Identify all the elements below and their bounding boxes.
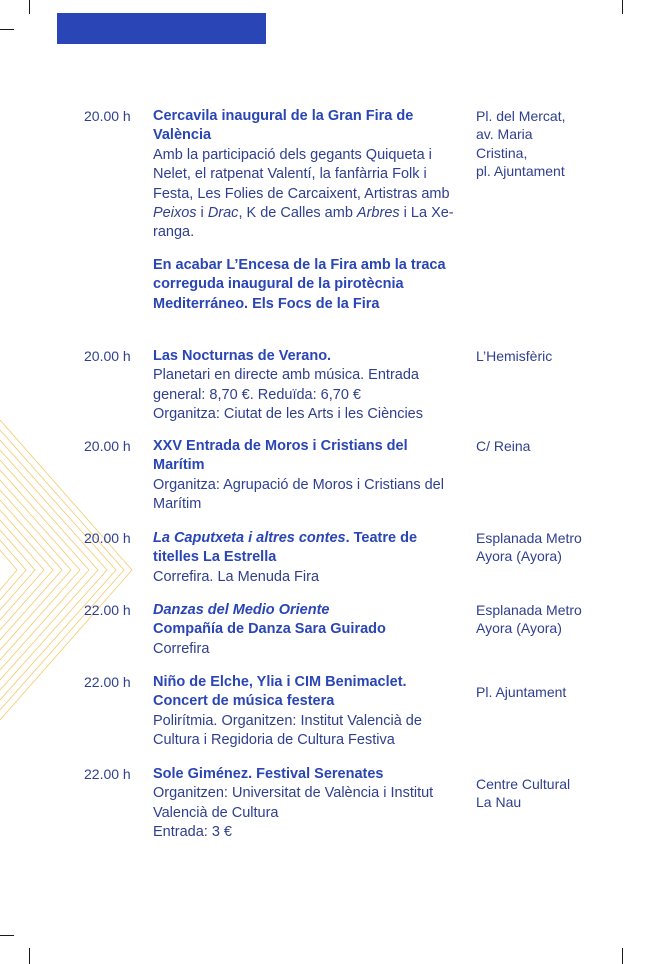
crop-mark-top-left-v — [29, 0, 30, 14]
crop-mark-bottom-right-v — [622, 948, 623, 964]
event-time: 22.00 h — [84, 602, 131, 618]
desc-italic: Peixos — [153, 205, 197, 222]
event-title-italic: Danzas del Medio Oriente — [153, 602, 330, 618]
event-title-italic: La Caputxeta i altres contes — [153, 530, 346, 546]
event-title: Cercavila inaugural de la Gran Fira de València — [153, 108, 414, 144]
event-time: 20.00 h — [84, 438, 131, 454]
event-location: Centre Cultural La Nau — [476, 776, 571, 811]
header-bar — [57, 13, 266, 44]
event-time: 22.00 h — [84, 766, 131, 782]
event-location: Pl. del Mercat, av. Maria Cristina, pl. Ajuntament — [476, 108, 566, 180]
event-location: L’Hemisfèric — [476, 348, 553, 364]
desc-italic: Arbres — [356, 205, 400, 222]
event-title: En acabar L’Encesa de la Fira amb la traca correguda inaugural de la pirotècnia Mediterráneo. Els Focs de la Fira — [153, 257, 446, 312]
desc-text: i La Xe-ranga. — [153, 205, 454, 241]
event-time: 20.00 h — [84, 108, 131, 124]
event-title-line2: Compañía de Danza Sara Guirado — [153, 621, 386, 638]
event-details — [153, 347, 463, 425]
event-title: XXV Entrada de Moros i Cristians del Marítim — [153, 438, 408, 474]
desc-text: , K de Calles amb — [238, 205, 357, 222]
event-location: Esplanada Metro Ayora (Ayora) — [476, 530, 582, 565]
crop-mark-top-right-v — [622, 0, 623, 14]
event-title-rest: . Teatre de titelles La Estrella — [153, 530, 418, 566]
event-title — [153, 529, 463, 568]
event-details — [153, 437, 463, 515]
event-details — [153, 529, 463, 587]
event-description: Organitzen: Universitat de València i Institut Valencià de Cultura Entrada: 3 € — [153, 785, 434, 841]
event-description: Correfira — [153, 640, 210, 657]
event-title: Sole Giménez. Festival Serenates — [153, 766, 384, 782]
desc-text: i — [196, 205, 208, 222]
event-details — [153, 601, 463, 659]
event-description: Correfira. La Menuda Fira — [153, 568, 320, 585]
event-details — [153, 765, 463, 843]
event-time: 22.00 h — [84, 674, 131, 690]
event-description: Planetari en directe amb música. Entrada general: 8,70 €. Reduïda: 6,70 € Organitza: Ciutat de les Arts i les Ciències — [153, 367, 423, 423]
crop-mark-bottom-left-v — [29, 948, 30, 964]
event-description — [153, 146, 463, 243]
event-location: C/ Reina — [476, 438, 531, 454]
event-time: 20.00 h — [84, 530, 131, 546]
event-details — [153, 256, 463, 314]
crop-mark-top-left-h — [0, 29, 14, 30]
event-description: Organitza: Agrupació de Moros i Cristians del Marítim — [153, 476, 444, 513]
event-title: Las Nocturnas de Verano. — [153, 348, 332, 364]
event-location: Esplanada Metro Ayora (Ayora) — [476, 602, 582, 637]
event-location: Pl. Ajuntament — [476, 684, 567, 700]
event-time: 20.00 h — [84, 348, 131, 364]
event-details — [153, 107, 463, 243]
desc-text: Amb la participació dels gegants Quiqueta i Nelet, el ratpenat Valentí, la fanfàrria Folk i Festa, Les Folies de Carcaixent, Artistras amb — [153, 146, 450, 202]
event-details — [153, 673, 463, 751]
event-title: Niño de Elche, Ylia i CIM Benimaclet. Concert de música festera — [153, 674, 407, 710]
event-description: Polirítmia. Organitzen: Institut Valencià de Cultura i Regidoria de Cultura Festiva — [153, 712, 422, 749]
crop-mark-bottom-left-h — [0, 935, 14, 936]
desc-italic: Drac — [207, 205, 239, 222]
